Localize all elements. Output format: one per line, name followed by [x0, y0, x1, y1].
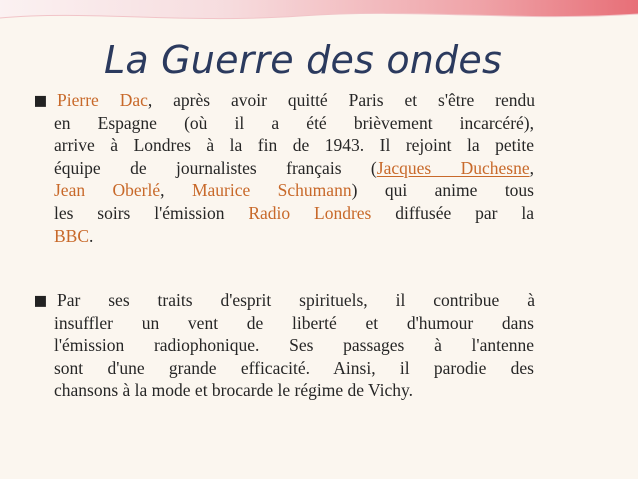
- paragraph-line: [54, 113, 534, 133]
- link-jean-oberl-[interactable]: Jean Oberlé: [54, 180, 161, 201]
- paragraph-line: [54, 313, 534, 333]
- paragraph-line: [54, 380, 534, 400]
- paragraph-line: [54, 358, 534, 378]
- paragraph-line: [54, 226, 534, 246]
- link-pierre-dac[interactable]: Pierre Dac: [57, 90, 148, 110]
- link-maurice-schumann[interactable]: Maurice Schumann: [191, 180, 352, 201]
- text-segment: en Espagne (où il a été brièvement incarcéré),: [54, 112, 534, 133]
- text-segment: ,: [529, 157, 534, 178]
- link-bbc[interactable]: BBC: [54, 225, 90, 246]
- slide-title: La Guerre des ondes: [104, 38, 502, 82]
- text-segment: , après avoir quitté Paris et s'être rendu: [147, 90, 535, 110]
- text-segment: équipe de journalistes français (: [54, 157, 377, 178]
- paragraph-line: [57, 290, 535, 310]
- text-segment: diffusée par la: [371, 203, 534, 223]
- text-segment: ,: [160, 180, 192, 201]
- link-jacques-duchesne[interactable]: Jacques Duchesne: [376, 157, 530, 178]
- bullet-marker-icon: ▪: [33, 88, 48, 113]
- text-segment: sont d'une grande efficacité. Ainsi, il parodie des: [54, 357, 534, 378]
- paragraph-line: [54, 158, 534, 178]
- bullet-marker-icon: ▪: [33, 288, 48, 313]
- text-segment: Par ses traits d'esprit spirituels, il contribue à: [57, 290, 535, 310]
- paragraph-line: [54, 180, 534, 200]
- text-segment: l'émission radiophonique. Ses passages à l'antenne: [54, 335, 534, 356]
- text-segment: ) qui anime tous: [351, 180, 534, 201]
- text-segment: chansons à la mode et brocarde le régime de Vichy.: [54, 380, 414, 401]
- text-segment: .: [89, 225, 94, 246]
- paragraph-line: [54, 335, 534, 355]
- text-segment: les soirs l'émission: [54, 203, 249, 223]
- paragraph-line: [57, 90, 535, 110]
- text-segment: insuffler un vent de liberté et d'humour dans: [54, 312, 534, 333]
- paragraph-line: [54, 203, 534, 223]
- header-band: [0, 0, 638, 26]
- link-radio-londres[interactable]: Radio Londres: [248, 203, 372, 223]
- text-segment: arrive à Londres à la fin de 1943. Il rejoint la petite: [54, 135, 534, 156]
- paragraph-line: [54, 135, 534, 155]
